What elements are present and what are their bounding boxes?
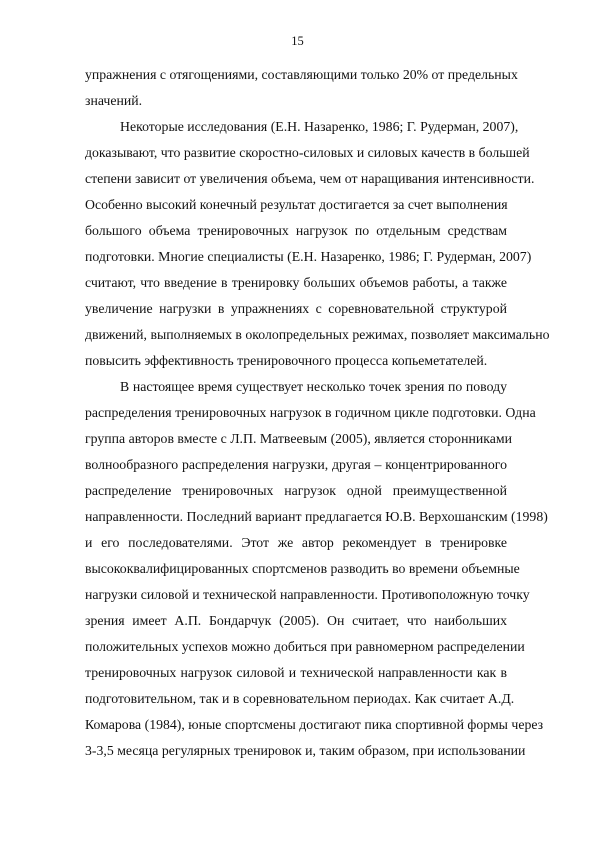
text-line: доказывают, что развитие скоростно-силовых и силовых качеств в большей <box>85 145 530 160</box>
text-line: В настоящее время существует несколько точек зрения по поводу <box>120 379 507 394</box>
text-line: высококвалифицированных спортсменов разводить во времени объемные <box>85 561 520 576</box>
text-line: движений, выполняемых в околопредельных режимах, позволяет максимально <box>85 327 550 342</box>
text-line: волнообразного распределения нагрузки, другая – концентрированного <box>85 457 507 472</box>
text-line: тренировочных нагрузок силовой и технической направленности как в <box>85 665 507 680</box>
text-line: положительных успехов можно добиться при равномерном распределении <box>85 639 525 654</box>
text-line: нагрузки силовой и технической направленности. Противоположную точку <box>85 587 530 602</box>
text-line: 3-3,5 месяца регулярных тренировок и, таким образом, при использовании <box>85 743 526 758</box>
text-line: зрения имеет А.П. Бондарчук (2005). Он считает, что наибольших <box>85 613 507 628</box>
text-line: и его последователями. Этот же автор рекомендует в тренировке <box>85 535 507 550</box>
text-line: распределения тренировочных нагрузок в годичном цикле подготовки. Одна <box>85 405 536 420</box>
text-line: степени зависит от увеличения объема, чем от наращивания интенсивности. <box>85 171 535 186</box>
text-line: считают, что введение в тренировку больших объемов работы, а также <box>85 275 507 290</box>
page-number: 15 <box>291 34 304 48</box>
text-line: значений. <box>85 93 143 108</box>
text-line: направленности. Последний вариант предлагается Ю.В. Верхошанским (1998) <box>85 509 548 524</box>
text-line: увеличение нагрузки в упражнениях с соревновательной структурой <box>85 301 507 316</box>
text-line: большого объема тренировочных нагрузок по отдельным средствам <box>85 223 507 238</box>
text-line: упражнения с отягощениями, составляющими только 20% от предельных <box>85 67 518 82</box>
text-line: группа авторов вместе с Л.П. Матвеевым (2005), является сторонниками <box>85 431 512 446</box>
text-line: повысить эффективность тренировочного процесса копьеметателей. <box>85 353 488 368</box>
text-line: Некоторые исследования (Е.Н. Назаренко, 1986; Г. Рудерман, 2007), <box>120 119 519 134</box>
text-line: подготовительном, так и в соревновательном периодах. Как считает А.Д. <box>85 691 515 706</box>
text-line: подготовки. Многие специалисты (Е.Н. Назаренко, 1986; Г. Рудерман, 2007) <box>85 249 532 264</box>
text-line: Комарова (1984), юные спортсмены достигают пика спортивной формы через <box>85 717 544 732</box>
text-line: распределение тренировочных нагрузок одной преимущественной <box>85 483 507 498</box>
text-line: Особенно высокий конечный результат достигается за счет выполнения <box>85 197 508 212</box>
